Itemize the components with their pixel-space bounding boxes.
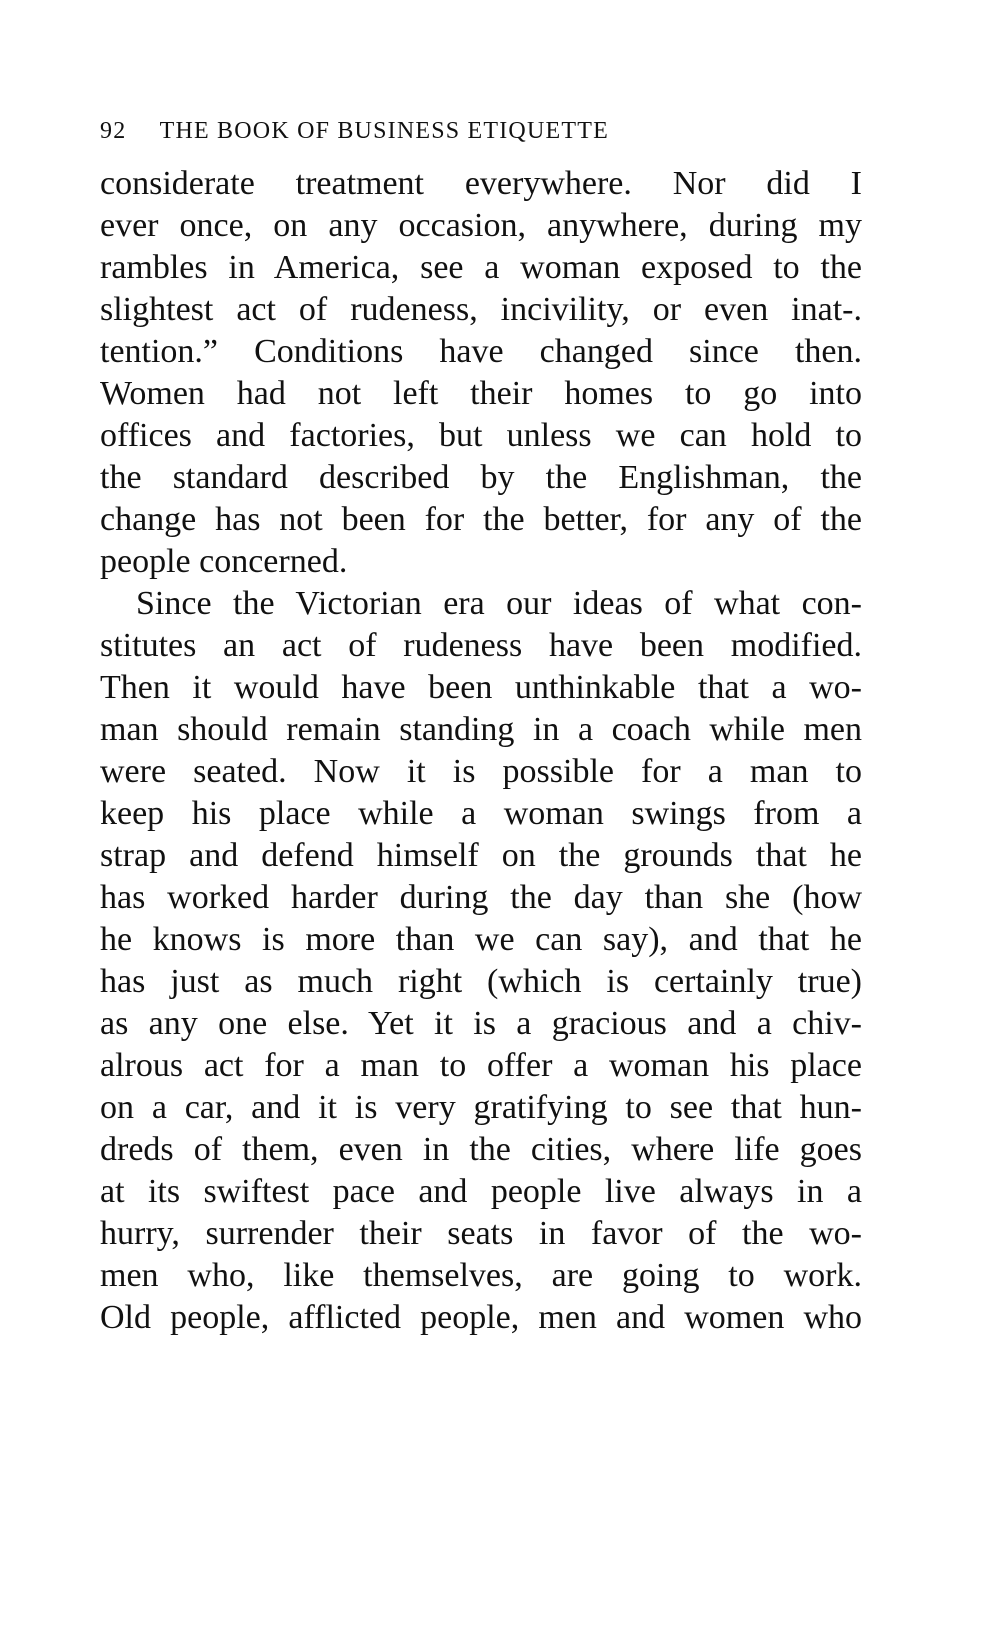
text-line: has worked harder during the day than she (how — [100, 879, 862, 916]
text-line: Women had not left their homes to go into — [100, 375, 862, 412]
page-number: 92 — [100, 118, 127, 144]
running-head — [100, 118, 860, 148]
running-title: THE BOOK OF BUSINESS ETIQUETTE — [159, 118, 609, 144]
text-line: change has not been for the better, for any of the — [100, 501, 862, 538]
text-line: ever once, on any occasion, anywhere, during my — [100, 207, 862, 244]
text-line: rambles in America, see a woman exposed to the — [100, 249, 862, 286]
text-line: strap and defend himself on the grounds that he — [100, 837, 862, 874]
text-line: men who, like themselves, are going to work. — [100, 1257, 862, 1294]
text-line: has just as much right (which is certainly true) — [100, 963, 862, 1000]
body-text — [100, 163, 862, 1339]
text-line: slightest act of rudeness, incivility, or even inat-. — [100, 291, 862, 328]
text-line: on a car, and it is very gratifying to see that hun- — [100, 1089, 862, 1126]
text-line: tention.” Conditions have changed since then. — [100, 333, 862, 370]
text-line: Old people, afflicted people, men and women who — [100, 1299, 862, 1336]
text-line: alrous act for a man to offer a woman his place — [100, 1047, 862, 1084]
text-line: keep his place while a woman swings from a — [100, 795, 862, 832]
text-line: Then it would have been unthinkable that a wo- — [100, 669, 862, 706]
text-line: dreds of them, even in the cities, where life goes — [100, 1131, 862, 1168]
text-line: he knows is more than we can say), and that he — [100, 921, 862, 958]
paragraph-end-line: people concerned. — [100, 543, 348, 580]
text-line: the standard described by the Englishman, the — [100, 459, 862, 496]
text-line: man should remain standing in a coach while men — [100, 711, 862, 748]
text-line: were seated. Now it is possible for a man to — [100, 753, 862, 790]
text-line: hurry, surrender their seats in favor of the wo- — [100, 1215, 862, 1252]
text-line: offices and factories, but unless we can hold to — [100, 417, 862, 454]
text-line: stitutes an act of rudeness have been modified. — [100, 627, 862, 664]
text-line: as any one else. Yet it is a gracious and a chiv- — [100, 1005, 862, 1042]
text-line: at its swiftest pace and people live always in a — [100, 1173, 862, 1210]
text-line: considerate treatment everywhere. Nor did I — [100, 165, 862, 202]
paragraph-start-line: Since the Victorian era our ideas of what con- — [136, 585, 862, 622]
